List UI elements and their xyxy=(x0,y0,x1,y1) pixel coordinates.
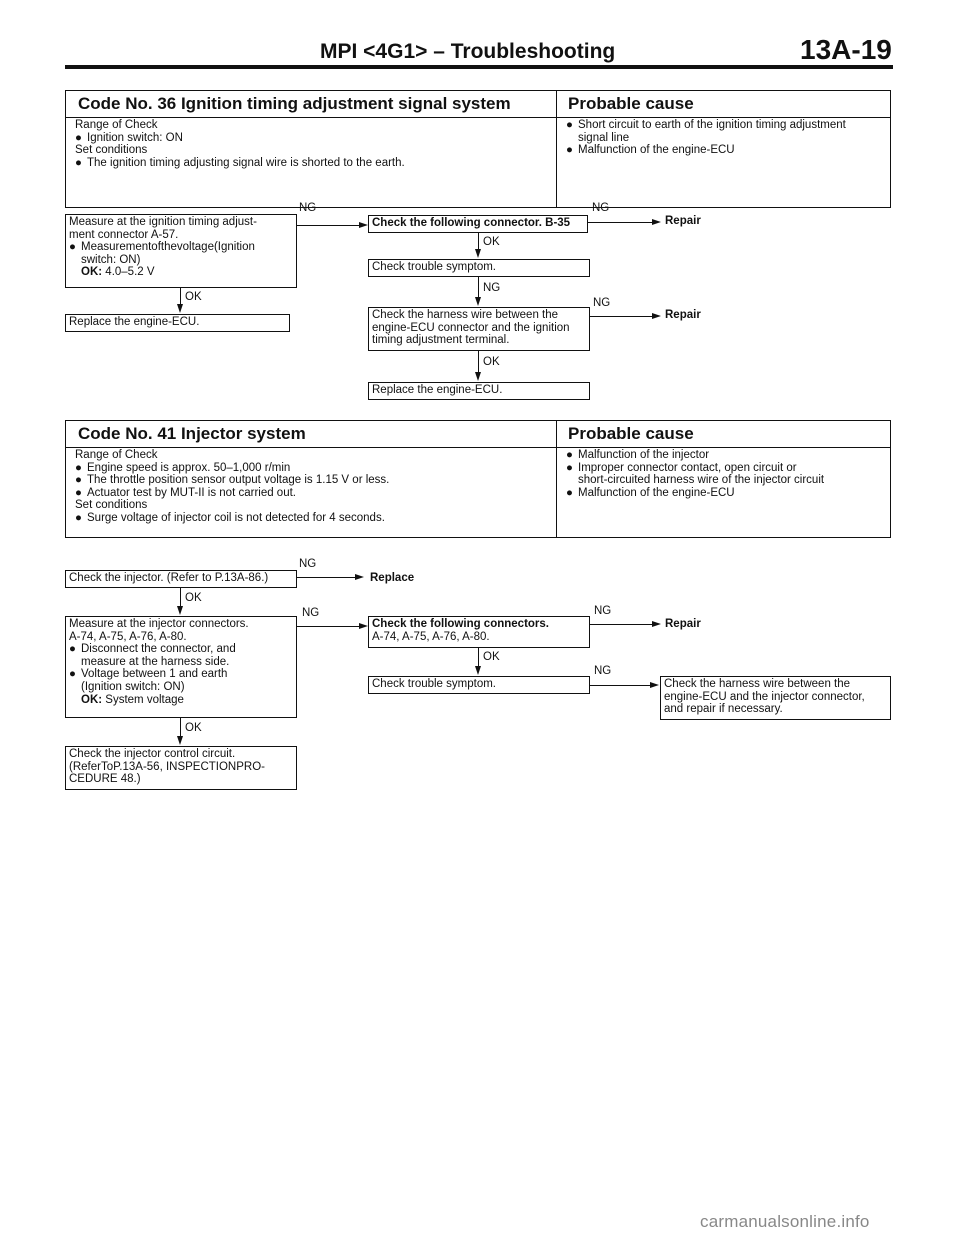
connector-line xyxy=(478,351,479,372)
arrow-head xyxy=(650,682,659,688)
code41-range: Range of Check ● Engine speed is approx. 50–1,000 r/min ● The throttle position sensor output voltage is 1.15 V or less. ● Actuator test by MUT-II is not carried out. Set conditions ● Surge voltage of injector coil is not detected for 4 seconds. xyxy=(75,449,390,524)
flow36-check-symptom-box: Check trouble symptom. xyxy=(368,259,590,277)
connector-line xyxy=(297,577,355,578)
ok-label: OK xyxy=(185,722,202,734)
code41-cause-title: Probable cause xyxy=(568,424,694,443)
code41-title: Code No. 41 Injector system xyxy=(78,424,306,443)
ng-label: NG xyxy=(593,297,611,309)
connector-line xyxy=(297,225,359,226)
cause-item-cont: signal line xyxy=(578,131,630,144)
ng-label: NG xyxy=(299,558,317,570)
code41-table xyxy=(65,420,891,538)
arrow-head xyxy=(177,736,183,745)
flow36-measure-box: Measure at the ignition timing adjust- ment connector A-57. ● Measurementofthevoltage(Ignition switch: ON) OK: 4.0–5.2 V xyxy=(65,214,297,288)
connector-line xyxy=(590,685,650,686)
watermark-url: carmanualsonline.info xyxy=(700,1212,870,1231)
ok-label: OK xyxy=(483,651,500,663)
table-divider xyxy=(556,421,557,537)
arrow-head xyxy=(359,623,368,629)
ng-label: NG xyxy=(592,202,610,214)
arrow-head xyxy=(177,304,183,313)
connector-line xyxy=(588,222,652,223)
flow36-check-connector-box: Check the following connector. B-35 xyxy=(368,215,588,233)
range-line: Set conditions xyxy=(75,144,148,157)
repair-label: Repair xyxy=(665,618,701,630)
ng-label: NG xyxy=(299,202,317,214)
connector-line xyxy=(297,626,359,627)
arrow-head xyxy=(475,666,481,675)
connector-line xyxy=(180,718,181,736)
ok-label: OK xyxy=(483,356,500,368)
ok-label: OK xyxy=(483,236,500,248)
flow36-replace-ecu-box: Replace the engine-ECU. xyxy=(65,314,290,332)
flow36-check-harness-box: Check the harness wire between the engine-ECU connector and the ignition timing adjustment terminal. xyxy=(368,307,590,351)
connector-line xyxy=(590,316,652,317)
range-line: Range of Check xyxy=(75,119,158,131)
connector-line xyxy=(478,648,479,666)
code36-cause-title: Probable cause xyxy=(568,94,694,113)
code36-range xyxy=(75,119,405,169)
range-item: ● Ignition switch: ON xyxy=(75,131,183,144)
flow41-check-connectors-box: Check the following connectors. A-74, A-75, A-76, A-80. xyxy=(368,616,590,648)
connector-line xyxy=(478,233,479,249)
cause-item: ● Malfunction of the engine-ECU xyxy=(566,144,735,157)
ng-label: NG xyxy=(483,282,501,294)
connector-line xyxy=(590,624,652,625)
flow41-check-harness-box: Check the harness wire between the engine-ECU and the injector connector, and repair if necessary. xyxy=(660,676,891,720)
connector-line xyxy=(180,288,181,304)
arrow-head xyxy=(177,606,183,615)
table-divider xyxy=(556,91,557,207)
cause-item: ● Short circuit to earth of the ignition timing adjustment xyxy=(566,119,846,131)
flow41-measure-box: Measure at the injector connectors. A-74, A-75, A-76, A-80. ● Disconnect the connector, and measure at the harness side. ● Voltage between 1 and earth (Ignition switch: ON) OK: System voltage xyxy=(65,616,297,718)
replace-label: Replace xyxy=(370,572,415,584)
arrow-head xyxy=(475,249,481,258)
range-item: ● The ignition timing adjusting signal wire is shorted to the earth. xyxy=(75,156,405,169)
arrow-head xyxy=(652,219,661,225)
repair-label: Repair xyxy=(665,309,701,321)
ok-label: OK xyxy=(185,592,202,604)
page-title: MPI <4G1> – Troubleshooting xyxy=(320,40,616,63)
ng-label: NG xyxy=(594,665,612,677)
connector-line xyxy=(180,588,181,606)
code41-causes: ● Malfunction of the injector ● Improper connector contact, open circuit or short-circuited harness wire of the injector circuit ● Malfunction of the engine-ECU xyxy=(566,449,825,499)
arrow-head xyxy=(652,621,661,627)
code36-table xyxy=(65,90,891,208)
ng-label: NG xyxy=(594,605,612,617)
ng-label: NG xyxy=(302,607,320,619)
arrow-head xyxy=(652,313,661,319)
arrow-head xyxy=(475,372,481,381)
flow41-check-control-box: Check the injector control circuit. (ReferToP.13A-56, INSPECTIONPRO- CEDURE 48.) xyxy=(65,746,297,790)
arrow-head xyxy=(359,222,368,228)
header-rule xyxy=(65,65,893,69)
flow41-check-injector-box: Check the injector. (Refer to P.13A-86.) xyxy=(65,570,297,588)
arrow-head xyxy=(475,297,481,306)
ok-label: OK xyxy=(185,291,202,303)
flow36-replace-ecu-2-box: Replace the engine-ECU. xyxy=(368,382,590,400)
flow41-check-symptom-box: Check trouble symptom. xyxy=(368,676,590,694)
code36-causes xyxy=(566,119,846,157)
page-number: 13A-19 xyxy=(800,34,892,65)
arrow-head xyxy=(355,574,364,580)
repair-label: Repair xyxy=(665,215,701,227)
connector-line xyxy=(478,277,479,297)
code36-title: Code No. 36 Ignition timing adjustment signal system xyxy=(78,94,511,113)
